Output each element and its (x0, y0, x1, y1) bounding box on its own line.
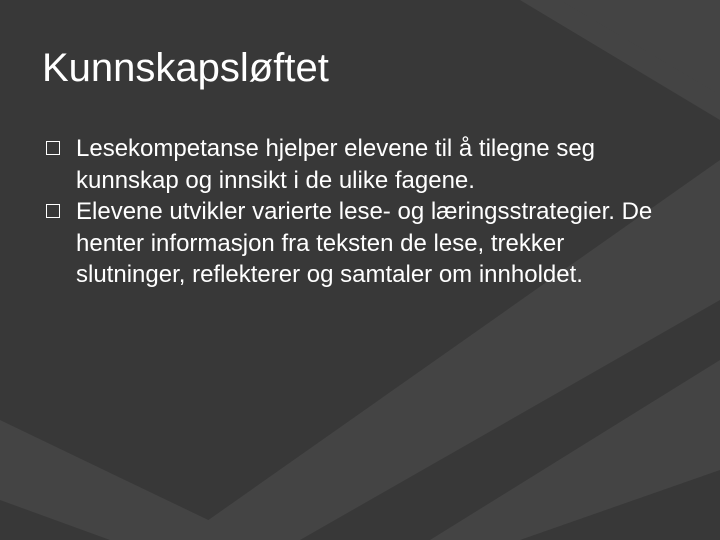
bullet-item (46, 196, 666, 291)
bullet-text: Elevene utvikler varierte lese- og læringsstrategier. De henter informasjon fra teksten de lese, trekker slutninger, reflekterer og samtaler om innholdet. (76, 198, 653, 288)
bullet-item (46, 133, 666, 196)
hollow-square-bullet-icon (46, 204, 60, 218)
bullet-list (46, 133, 666, 291)
slide-title: Kunnskapsløftet (42, 46, 329, 90)
hollow-square-bullet-icon (46, 141, 60, 155)
bullet-text: Lesekompetanse hjelper elevene til å tilegne seg kunnskap og innsikt i de ulike fagene. (76, 135, 596, 194)
